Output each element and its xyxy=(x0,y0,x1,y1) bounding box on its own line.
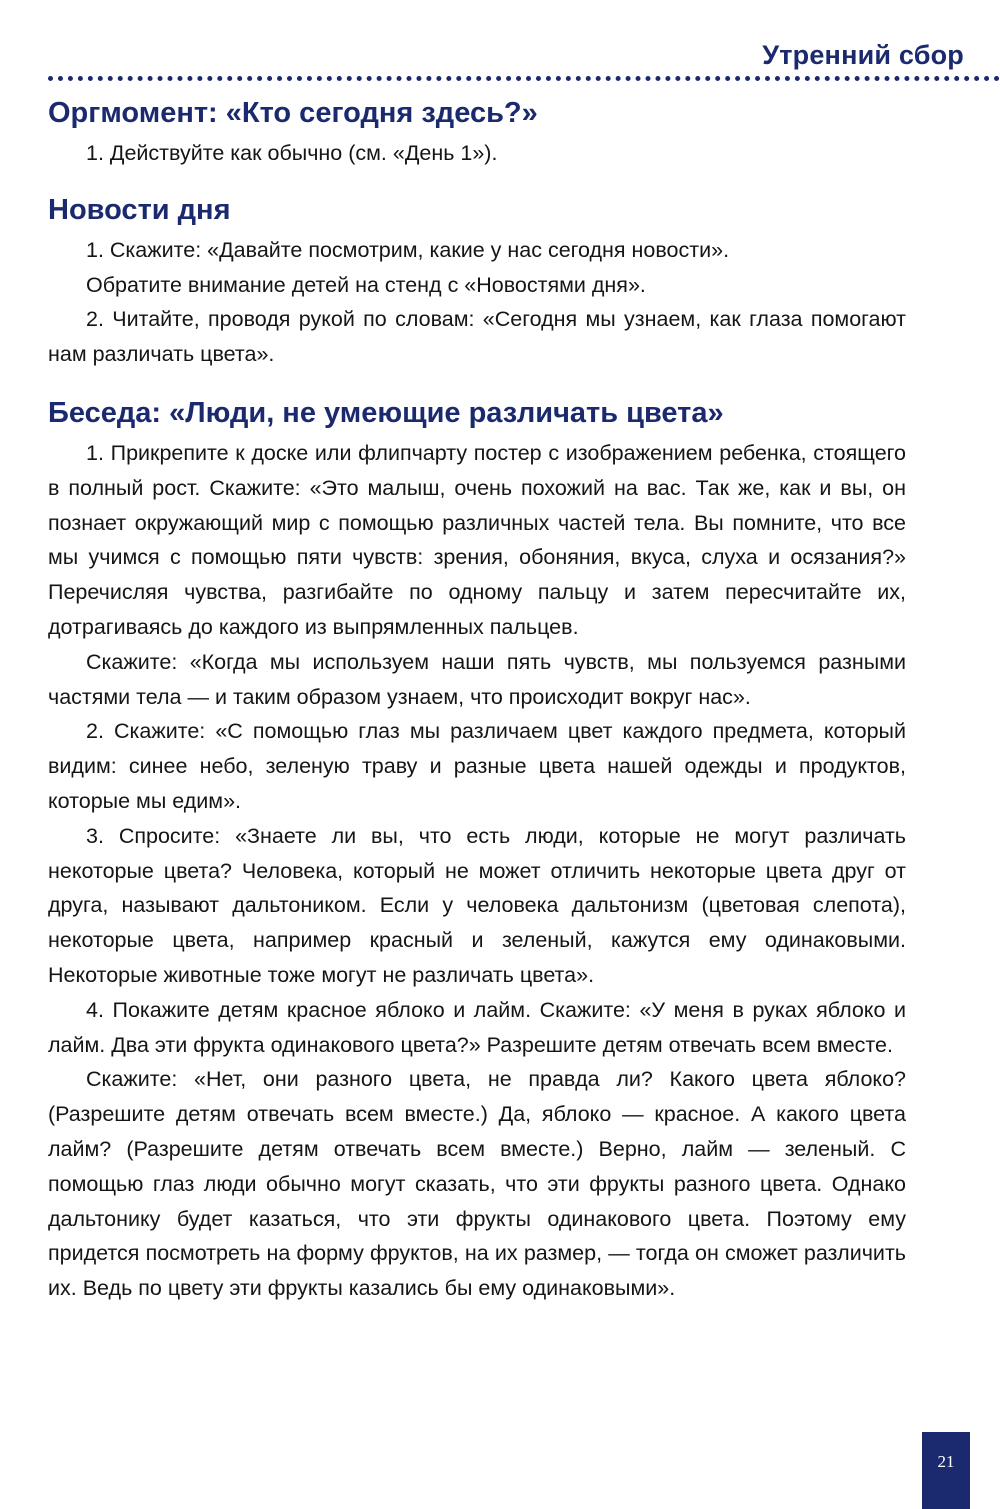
paragraph: 3. Спросите: «Знаете ли вы, что есть люди, которые не могут различать некоторые цвета? Человека, который не может отличить некоторые цвета друг от друга, называют дальтоником. Если у человека дальтонизм (цветовая слепота), некоторые цвета, например красный и зеленый, кажутся ему одинаковыми. Некоторые животные тоже могут не различать цвета». xyxy=(48,823,906,987)
paragraph: 2. Скажите: «С помощью глаз мы различаем цвет каждого предмета, который видим: синее небо, зеленую траву и разные цвета нашей одежды и продуктов, которые мы едим». xyxy=(48,719,906,813)
paragraph: 1. Скажите: «Давайте посмотрим, какие у нас сегодня новости». xyxy=(86,237,730,262)
paragraph: Обратите внимание детей на стенд с «Новостями дня». xyxy=(86,272,646,297)
section-conversation xyxy=(48,390,906,1306)
section-heading: Беседа: «Люди, не умеющие различать цвета» xyxy=(48,396,724,429)
paragraph: 2. Читайте, проводя рукой по словам: «Сегодня мы узнаем, как глаза помогают нам различать цвета». xyxy=(48,307,906,367)
header-dotted-divider xyxy=(48,76,1000,81)
paragraph: Скажите: «Нет, они разного цвета, не правда ли? Какого цвета яблоко? (Разрешите детям отвечать всем вместе.) Да, яблоко — красное. А какого цвета лайм? (Разрешите детям отвечать всем вместе.) Верно, лайм — зеленый. С помощью глаз люди обычно могут сказать, что эти фрукты разного цвета. Однако дальтонику будет казаться, что эти фрукты одинакового цвета. Поэтому ему придется посмотреть на форму фруктов, на их размер, — тогда он сможет различить их. Ведь по цвету эти фрукты казались бы ему одинаковыми». xyxy=(48,1067,906,1301)
running-header: Утренний сбор xyxy=(762,40,964,70)
paragraph: Скажите: «Когда мы используем наши пять чувств, мы пользуемся разными частями тела — и таким образом узнаем, что происходит вокруг нас». xyxy=(48,649,906,709)
section-news xyxy=(48,187,906,372)
paragraph: 4. Покажите детям красное яблоко и лайм. Скажите: «У меня в руках яблоко и лайм. Два эти фрукта одинакового цвета?» Разрешите детям отвечать всем вместе. xyxy=(48,997,906,1057)
paragraph: 1. Прикрепите к доске или флипчарту постер с изображением ребенка, стоящего в полный рост. Скажите: «Это малыш, очень похожий на вас. Так же, как и вы, он познает окружающий мир с помощью различных частей тела. Вы помните, что все мы учимся с помощью пяти чувств: зрения, обоняния, вкуса, слуха и осязания?» Перечисляя чувства, разгибайте по одному пальцу и затем пересчитайте их, дотрагиваясь до каждого из выпрямленных пальцев. xyxy=(48,440,906,639)
section-heading: Новости дня xyxy=(48,193,231,226)
page-content xyxy=(48,90,906,1306)
page-number: 21 xyxy=(922,1432,970,1509)
paragraph: 1. Действуйте как обычно (см. «День 1»). xyxy=(86,141,498,165)
section-orgmoment xyxy=(48,90,906,171)
section-heading: Оргмомент: «Кто сегодня здесь?» xyxy=(48,97,538,129)
